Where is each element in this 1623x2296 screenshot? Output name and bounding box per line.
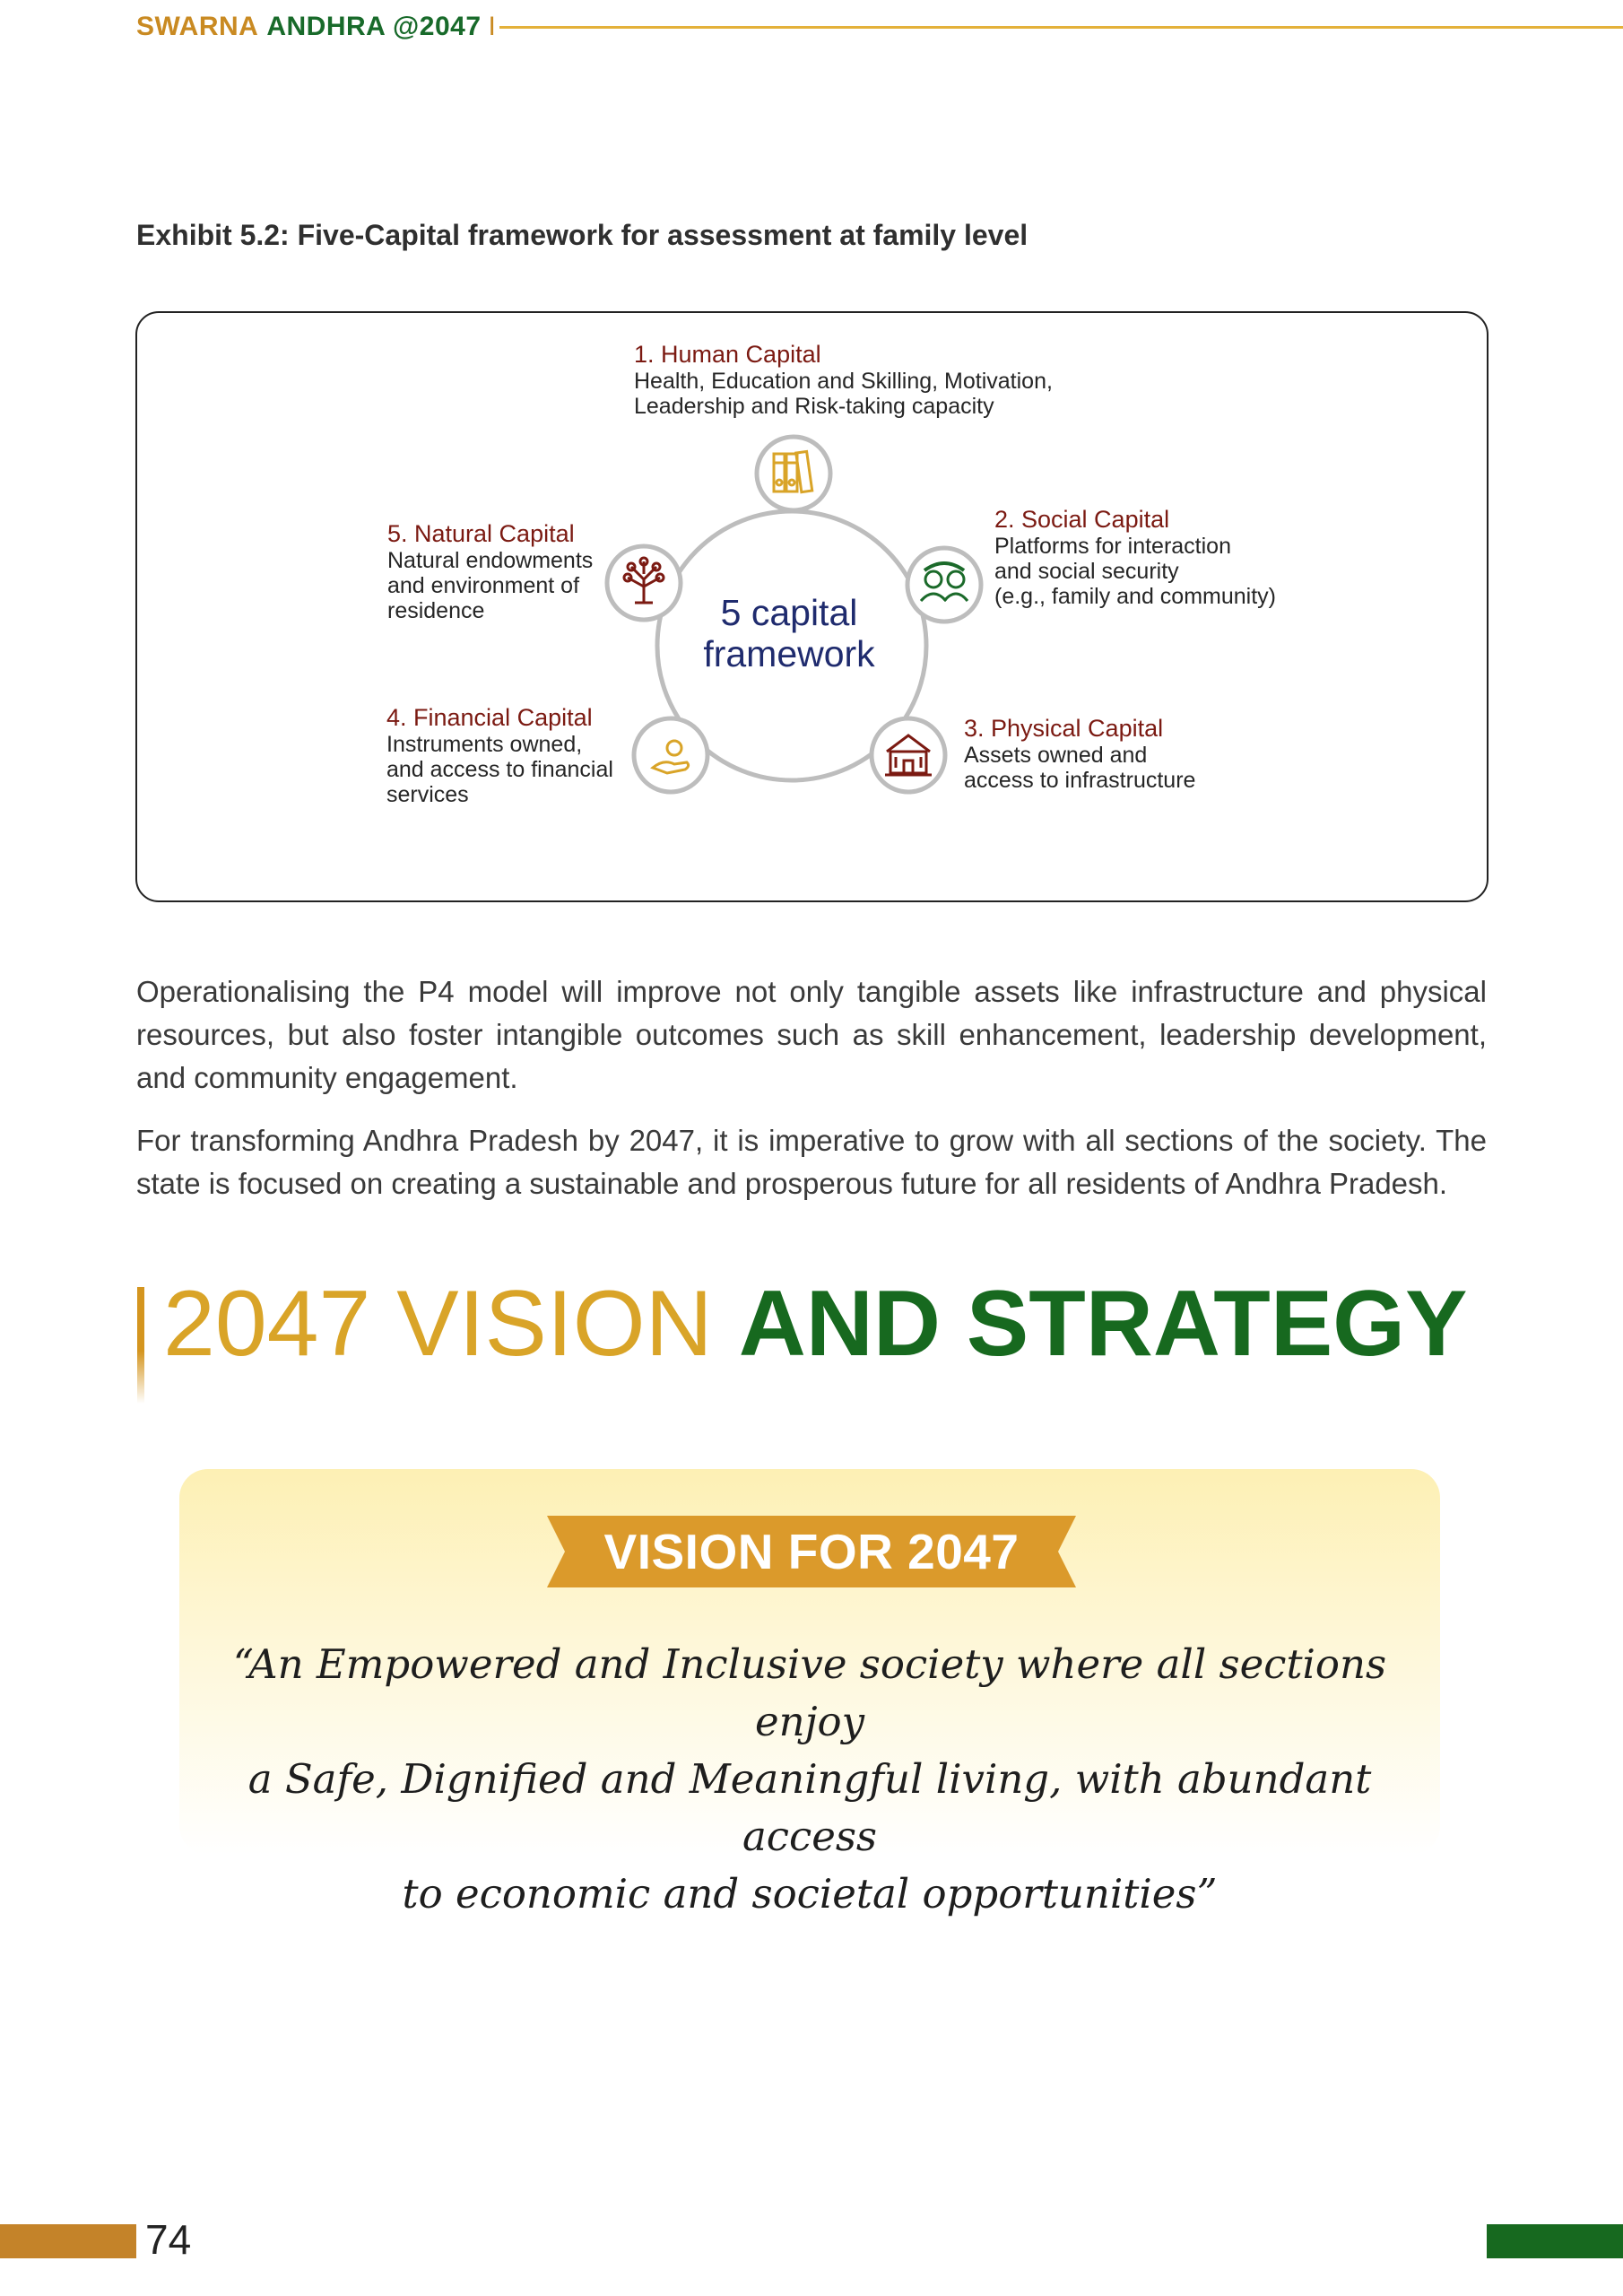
natural-capital-title: 5. Natural Capital [387,520,575,547]
header-brand-swarna: SWARNA [136,12,259,41]
section-heading-bold: AND STRATEGY [738,1272,1468,1376]
footer-right-bar [1487,2224,1623,2258]
natural-capital-label [387,521,593,623]
human-capital-desc-2: Leadership and Risk-taking capacity [634,394,994,419]
vision-quote-line1: “An Empowered and Inclusive society where all sections enjoy [232,1640,1387,1745]
vision-banner-text: VISION FOR 2047 [603,1524,1020,1579]
social-capital-desc-1: Platforms for interaction [994,534,1231,559]
financial-capital-label [386,705,613,807]
physical-capital-label [964,716,1195,793]
social-capital-title: 2. Social Capital [994,506,1170,533]
natural-capital-desc-3: residence [387,598,485,623]
center-label-line2: framework [703,633,875,674]
financial-capital-title: 4. Financial Capital [386,704,593,731]
section-heading-light: 2047 VISION [163,1272,713,1376]
people-icon [907,548,981,622]
header-brand-andhra: ANDHRA @2047 [266,12,482,41]
natural-capital-desc-1: Natural endowments [387,548,594,573]
center-label-line1: 5 capital [720,592,858,633]
physical-capital-desc-2: access to infrastructure [964,768,1196,793]
building-icon [872,718,945,792]
social-capital-desc-3: (e.g., family and community) [994,584,1276,609]
financial-capital-desc-3: services [386,782,469,807]
vision-quote [215,1636,1404,1923]
physical-capital-title: 3. Physical Capital [964,715,1164,742]
physical-capital-desc-1: Assets owned and [964,743,1148,768]
page-number: 74 [145,2216,192,2263]
books-icon [757,437,830,510]
human-capital-title: 1. Human Capital [634,341,821,368]
vision-quote-line3: to economic and societal opportunities” [402,1870,1218,1918]
exhibit-title: Exhibit 5.2: Five-Capital framework for assessment at family level [136,219,1028,251]
framework-center-label [681,592,897,674]
section-heading [163,1270,1467,1378]
framework-diagram [0,0,1623,987]
header-separator: I [488,12,496,41]
section-accent-bar [137,1287,144,1404]
human-capital-label [634,342,1053,419]
financial-capital-desc-1: Instruments owned, [386,732,583,757]
social-capital-label [994,507,1276,609]
social-capital-desc-2: and social security [994,559,1179,584]
hand-coin-icon [634,718,707,792]
human-capital-desc-1: Health, Education and Skilling, Motivation, [634,369,1053,394]
body-paragraph-1: Operationalising the P4 model will improve not only tangible assets like infrastructure and physical resources, but also foster intangible outcomes such as skill enhancement, leadership development, and community engagement. [136,975,1487,1094]
vision-quote-line2: a Safe, Dignified and Meaningful living, with abundant access [247,1755,1372,1860]
body-paragraph-2: For transforming Andhra Pradesh by 2047, it is imperative to grow with all sections of the society. The state is focused on creating a sustainable and prosperous future for all residents of Andhra Pradesh. [136,1124,1487,1200]
footer-left-bar [0,2224,136,2258]
tree-icon [607,546,681,620]
financial-capital-desc-2: and access to financial [386,757,613,782]
natural-capital-desc-2: and environment of [387,573,580,598]
